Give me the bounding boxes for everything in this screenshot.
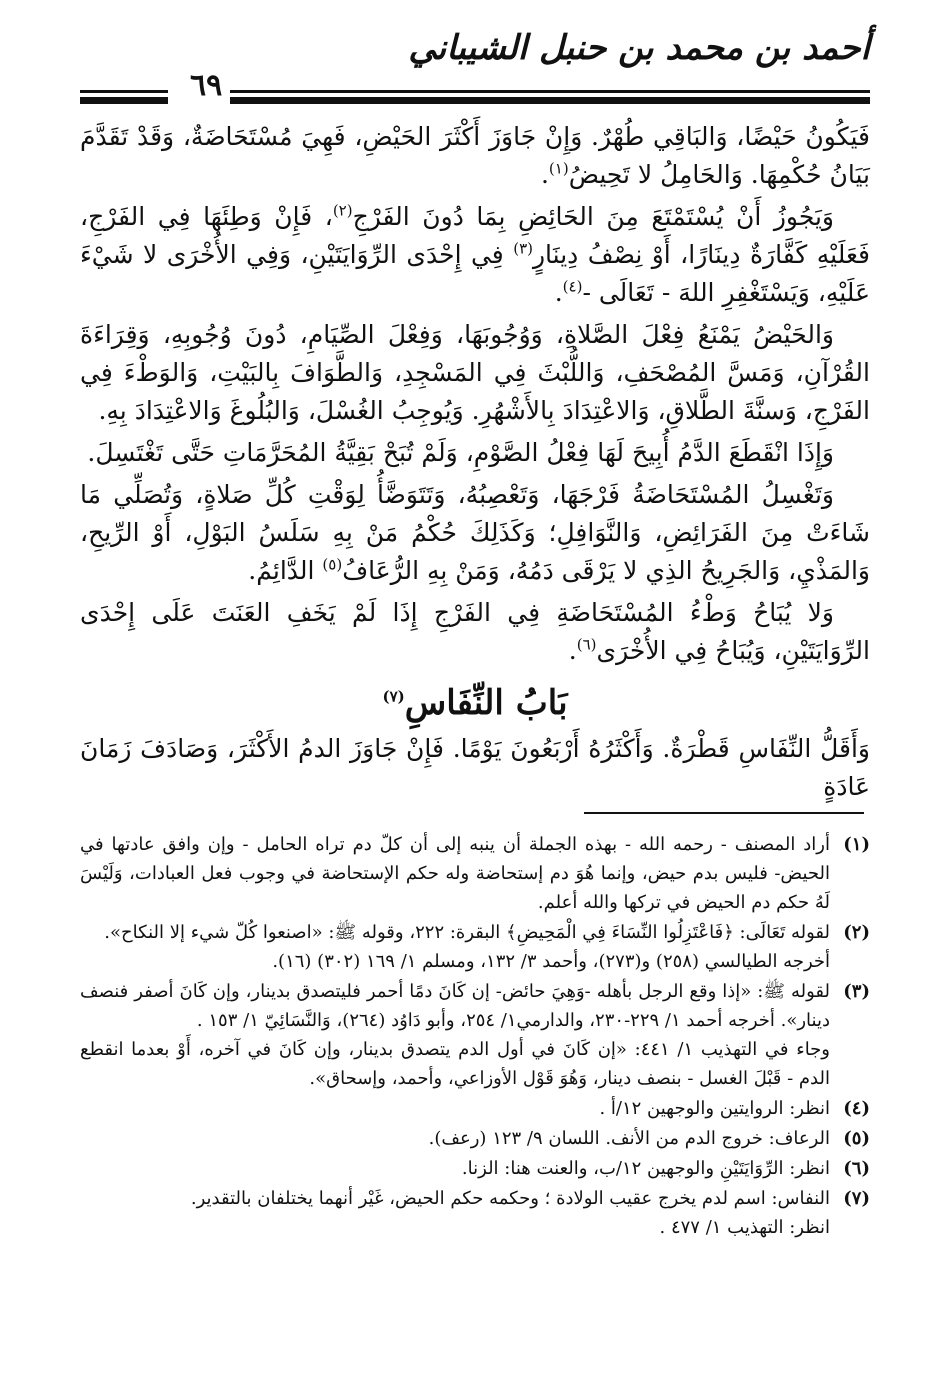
footnote-number: (٧) bbox=[843, 1188, 870, 1209]
footnote-5 bbox=[80, 1124, 870, 1153]
footnote-text: انظر: الروايتين والوجهين ١٢/أ . bbox=[599, 1098, 830, 1119]
footnote-number: (٢) bbox=[843, 922, 870, 943]
paragraph-7: وَأَقَلُّ النِّفَاسِ قَطْرَةٌ. وَأَكْثَرُهُ أَرْبَعُونَ يَوْمًا. فَإِنْ جَاوَزَ الدمُ الأَكْثَرَ، وَصَادَفَ زَمَانَ عَادَةٍ bbox=[80, 734, 870, 801]
section-title: بَابُ النِّفَاسِ$^{(٧)}$ bbox=[382, 683, 568, 723]
footnote-6 bbox=[80, 1154, 870, 1183]
footnote-text: الرعاف: خروج الدم من الأنف. اللسان ٩/ ١٢٣ (رعف). bbox=[428, 1128, 830, 1149]
footnote-3 bbox=[80, 977, 870, 1093]
footnote-text: وجاء في التهذيب ١/ ٤٤١: «إن كَانَ في أول الدم يتصدق بدينار، وإن كَانَ في آخره، أَوْ بعدما انقطع الدم - قَبْلَ الغسل - بنصف دينار، وَهُوَ قَوْل الأوزاعي، وأحمد، وإسحاق». bbox=[80, 1039, 830, 1089]
footnote-ref-4: (٤) bbox=[562, 277, 583, 296]
footnote-text: لقوله ﷺ: «إذا وقع الرجل بأهله -وَهِيَ حائض- إن كَانَ دمًا أحمر فليتصدق بدينار، وإن كَانَ أصفر فنصف دينار». أخرجه أحمد ١/ ٢٢٩-٢٣٠، والدارمي١/ ٢٥٤، وأبو دَاوُد (٢٦٤)، وَالنَّسَائِيّ ١/ ١٥٣ . bbox=[80, 981, 830, 1031]
footnote-7 bbox=[80, 1184, 870, 1242]
footnote-ref-7: (٧) bbox=[382, 687, 405, 706]
paragraph-6: وَلا يُبَاحُ وَطْءُ المُسْتَحَاضَةِ فِي الفَرْجِ إِذَا لَمْ يَخَفِ العَنَتَ عَلَى إِحْدَى الرِّوَايَتَيْنِ، وَيُبَاحُ فِي الأُخْرَى$^{(٦)}$. bbox=[80, 598, 870, 665]
paragraph-2: وَيَجُوزُ أَنْ يُسْتَمْتَعَ مِنَ الحَائِضِ بِمَا دُونَ الفَرْجِ$^{(٢)}$، فَإِنْ وَطِئَهَا فِي الفَرْجِ، فَعَلَيْهِ كَفَّارَةٌ دِينَارًا، أَوْ نِصْفُ دِينَارٍ$^{(٣)}$ فِي إِحْدَى الرِّوَايَتَيْنِ، وَفِي الأُخْرَى لا شَيْءَ عَلَيْهِ، وَيَسْتَغْفِرِ اللهَ - تَعَالَى -$^{(٤)}$. bbox=[80, 201, 870, 307]
footnote-ref-1: (١) bbox=[548, 159, 569, 178]
footnote-number: (٥) bbox=[843, 1128, 870, 1149]
footnote-number: (١) bbox=[843, 834, 870, 855]
footnote-text: انظر: الرِّوَايَتَيْنِ والوجهين ١٢/ب، والعنت هنا: الزنا. bbox=[461, 1158, 830, 1179]
footnotes bbox=[80, 830, 870, 1243]
paragraph-5: وَتَغْسِلُ المُسْتَحَاضَةُ فَرْجَهَا، وَتَعْصِبُهُ، وَتَتَوَضَّأُ لِوَقْتِ كُلِّ صَلاةٍ، وَتُصَلِّي مَا شَاءَتْ مِنَ الفَرَائِضِ، وَالنَّوَافِلِ؛ وَكَذَلِكَ حُكْمُ مَنْ بِهِ سَلَسُ البَوْلِ، أَوْ الرِّيحِ، وَالمَذْيِ، وَالجَرِيحُ الذِي لا يَرْقَى دَمُهُ، وَمَنْ بِهِ الرُّعَافُ$^{(٥)}$ الدَّائِمُ. bbox=[80, 480, 870, 585]
footnote-4 bbox=[80, 1094, 870, 1123]
footnote-text: لقوله تَعَالَى: ﴿فَاعْتَزِلُوا النِّسَاءَ فِي الْمَحِيضِ﴾ البقرة: ٢٢٢، وقوله ﷺ: «اصنعوا كُلّ شيء إلا النكاح». bbox=[104, 922, 830, 943]
footnote-ref-2: (٢) bbox=[332, 201, 353, 220]
paragraph-4: وَإِذَا انْقَطَعَ الدَّمُ أُبِيحَ لَهَا فِعْلُ الصَّوْمِ، وَلَمْ تُبَحْ بَقِيَّةُ المُحَرَّمَاتِ حَتَّى تَغْتَسِلَ. bbox=[87, 438, 834, 467]
footnote-ref-6: (٦) bbox=[576, 635, 597, 654]
running-title: أحمد بن محمد بن حنبل الشيباني bbox=[408, 28, 870, 68]
page-header bbox=[80, 28, 870, 106]
footnote-number: (٣) bbox=[843, 981, 870, 1002]
footnote-2 bbox=[80, 918, 870, 976]
main-text bbox=[80, 118, 870, 810]
footnote-number: (٤) bbox=[843, 1098, 870, 1119]
footnote-number: (٦) bbox=[843, 1158, 870, 1179]
footnote-text: انظر: التهذيب ١/ ٤٧٧ . bbox=[659, 1217, 830, 1238]
page-number: ٦٩ bbox=[190, 68, 223, 103]
footnote-separator bbox=[584, 812, 864, 814]
footnote-ref-5: (٥) bbox=[322, 555, 343, 574]
footnote-text: النفاس: اسم لدم يخرج عقيب الولادة ؛ وحكمه حكم الحيض، غَيْر أنهما يختلفان بالتقدير. bbox=[190, 1188, 830, 1209]
paragraph-3: وَالحَيْضُ يَمْنَعُ فِعْلَ الصَّلاةِ، وَوُجُوبَهَا، وَفِعْلَ الصِّيَامِ، دُونَ وُجُوبِهِ، وَقِرَاءَةَ القُرْآنِ، وَمَسَّ المُصْحَفِ، وَاللُّبْثَ فِي المَسْجِدِ، وَالطَّوَافَ بِالبَيْتِ، وَالوَطْءَ فِي الفَرْجِ، وَسنَّةَ الطَّلاقِ، وَالاعْتِدَادَ بِالأَشْهُرِ. وَيُوجِبُ الغُسْلَ، وَالبُلُوغَ وَالاعْتِدَادَ بِهِ. bbox=[80, 320, 870, 425]
footnote-text: أخرجه الطيالسي (٢٥٨) و(٢٧٣)، وأحمد ٣/ ١٣٢، ومسلم ١/ ١٦٩ (٣٠٢) (١٦). bbox=[272, 951, 830, 972]
footnote-1 bbox=[80, 830, 870, 917]
footnote-text: أراد المصنف - رحمه الله - بهذه الجملة أن ينبه إلى أن كلّ دم تراه الحامل - وإن وافق عادتها في الحيض- فليس بدم حيض، وإنما هُوَ دم إستحاضة وله حكم الإستحاضة في وجوب فعل العبادات، وَلَيْسَ لَهُ حكم دم الحيض في تركها والله أعلم. bbox=[80, 834, 830, 913]
paragraph-1: فَيَكُونُ حَيْضًا، وَالبَاقِي طُهْرٌ. وَإِنْ جَاوَزَ أَكْثَرَ الحَيْضِ، فَهِيَ مُسْتَحَاضَةٌ، وَقَدْ تَقَدَّمَ بَيَانُ حُكْمِهَا. وَالحَامِلُ لا تَحِيضُ$^{(١)}$. bbox=[80, 122, 870, 189]
footnote-ref-3: (٣) bbox=[513, 239, 533, 258]
